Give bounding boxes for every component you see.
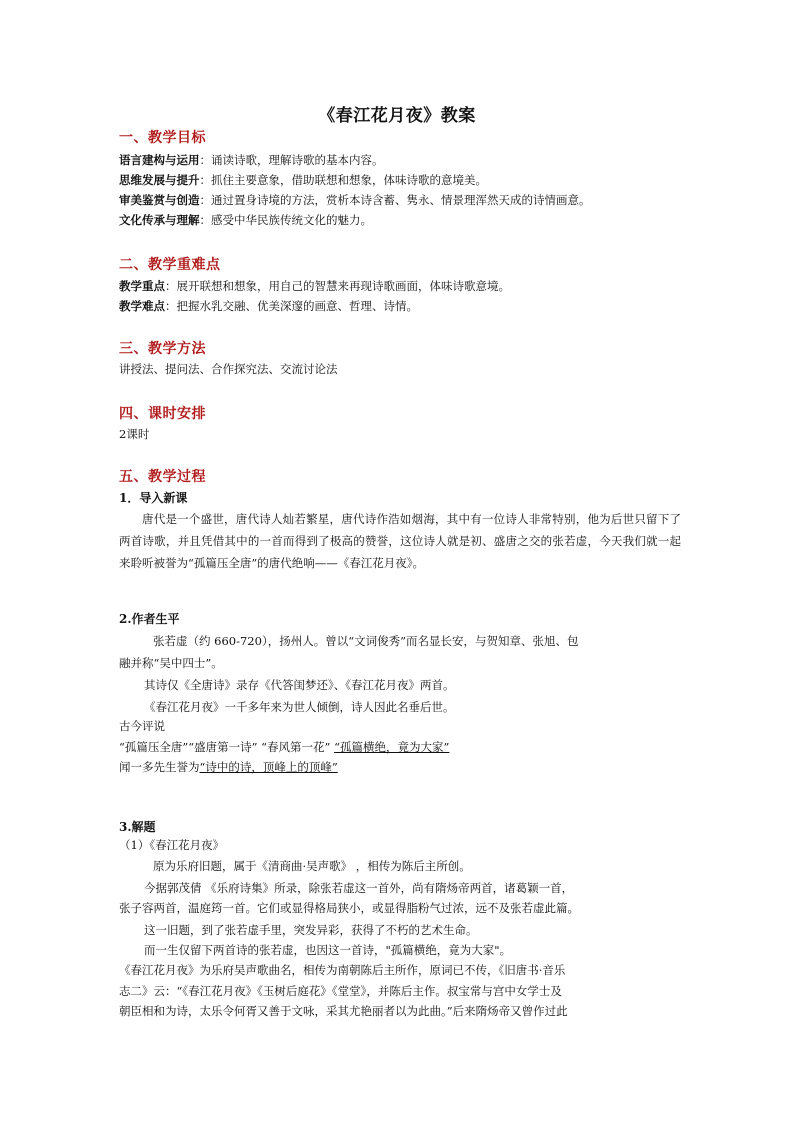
objective-text: ：抓住主要意象，借助联想和想象，体味诗歌的意境美。 bbox=[199, 173, 487, 187]
document-title: 《春江花月夜》教案 bbox=[318, 106, 476, 126]
section-heading-schedule: 四、课时安排 bbox=[119, 406, 206, 422]
comments-line bbox=[119, 739, 449, 755]
explanation-line: 张子容两首，温庭筠一首。它们或显得格局狭小，或显得脂粉气过浓，远不及张若虚此篇。 bbox=[119, 901, 579, 915]
key-point-text: ：把握水乳交融、优美深邃的画意、哲理、诗情。 bbox=[165, 299, 418, 313]
schedule-text: 2课时 bbox=[119, 427, 150, 441]
explanation-line: 《春江花月夜》为乐府吴声歌曲名，相传为南朝陈后主所作，原词已不传，《旧唐书·音乐 bbox=[119, 963, 566, 977]
methods-text: 讲授法、提问法、合作探究法、交流讨论法 bbox=[119, 362, 338, 376]
author-line: 融并称“吴中四士”。 bbox=[119, 656, 223, 670]
subsection-intro-title: 1．导入新课 bbox=[119, 491, 188, 505]
objective-text: ：通过置身诗境的方法，赏析本诗含蓄、隽永、情景理浑然天成的诗情画意。 bbox=[199, 193, 591, 207]
section-heading-objectives: 一、教学目标 bbox=[119, 130, 206, 146]
comments-text: 闻一多先生誉为 bbox=[119, 760, 200, 774]
explanation-line: 原为乐府旧题，属于《清商曲·吴声歌》 ，相传为陈后主所创。 bbox=[153, 859, 471, 873]
objective-label: 思维发展与提升 bbox=[119, 173, 200, 187]
explanation-line: 这一旧题，到了张若虚手里，突发异彩，获得了不朽的艺术生命。 bbox=[144, 923, 478, 937]
subsection-author-title: 2.作者生平 bbox=[119, 612, 180, 626]
section-heading-process: 五、教学过程 bbox=[119, 469, 206, 485]
comments-text: “孤篇压全唐”“盛唐第一诗” “春风第一花” bbox=[119, 740, 335, 754]
comments-label: 古今评说 bbox=[119, 719, 165, 733]
explanation-line: 朝臣相和为诗，太乐令何胥又善于文咏，采其尤艳丽者以为此曲。”后来隋炀帝又曾作过此 bbox=[119, 1004, 568, 1018]
objective-line bbox=[119, 212, 372, 228]
explanation-line: （1）《春江花月夜》 bbox=[119, 838, 225, 852]
author-line: 张若虚（约 660-720），扬州人。曾以“文词俊秀”而名显长安，与贺知章、张旭、包 bbox=[153, 634, 579, 648]
section-heading-key-points: 二、教学重难点 bbox=[119, 257, 221, 273]
explanation-line: 今据郭茂倩 《乐府诗集》所录，除张若虚这一首外，尚有隋炀帝两首，诸葛颖一首， bbox=[144, 881, 574, 895]
objective-line bbox=[119, 192, 591, 208]
section-heading-methods: 三、教学方法 bbox=[119, 341, 206, 357]
key-point-text: ：展开联想和想象，用自己的智慧来再现诗歌画面，体味诗歌意境。 bbox=[165, 279, 510, 293]
explanation-line: 志二》云：“《春江花月夜》《玉树后庭花》《堂堂》，并陈后主作。叔宝常与宫中女学士及 bbox=[119, 984, 562, 998]
author-line: 《春江花月夜》一千多年来为世人倾倒，诗人因此名垂后世。 bbox=[144, 700, 455, 714]
comments-line bbox=[119, 759, 338, 775]
objective-text: ：感受中华民族传统文化的魅力。 bbox=[199, 213, 372, 227]
objective-text: ：诵读诗歌，理解诗歌的基本内容。 bbox=[199, 153, 384, 167]
objective-line bbox=[119, 152, 384, 168]
comments-underlined: “诗中的诗，顶峰上的顶峰” bbox=[199, 760, 338, 774]
author-line: 其诗仅《全唐诗》录存《代答闺梦还》、《春江花月夜》两首。 bbox=[144, 678, 455, 692]
key-point-line bbox=[119, 298, 418, 314]
intro-paragraph: 唐代是一个盛世，唐代诗人灿若繁星，唐代诗作浩如烟海，其中有一位诗人非常特别，他为后世只留下了两首诗歌，并且凭借其中的一首而得到了极高的赞誉，这位诗人就是初、盛唐之交的张若虚，今天我们就一起来聆听被誉为“孤篇压全唐”的唐代绝响——《春江花月夜》。 bbox=[119, 512, 681, 570]
objective-label: 语言建构与运用 bbox=[119, 153, 200, 167]
objective-label: 审美鉴赏与创造 bbox=[119, 193, 200, 207]
objective-line bbox=[119, 172, 487, 188]
key-point-label: 教学重点 bbox=[119, 279, 165, 293]
key-point-label: 教学难点 bbox=[119, 299, 165, 313]
explanation-line: 而一生仅留下两首诗的张若虚，也因这一首诗，"孤篇横绝，竟为大家"。 bbox=[144, 943, 512, 957]
subsection-title-explanation: 3.解题 bbox=[119, 820, 156, 834]
objective-label: 文化传承与理解 bbox=[119, 213, 200, 227]
comments-underlined: “孤篇横绝，竟为大家” bbox=[334, 740, 450, 754]
key-point-line bbox=[119, 278, 510, 294]
